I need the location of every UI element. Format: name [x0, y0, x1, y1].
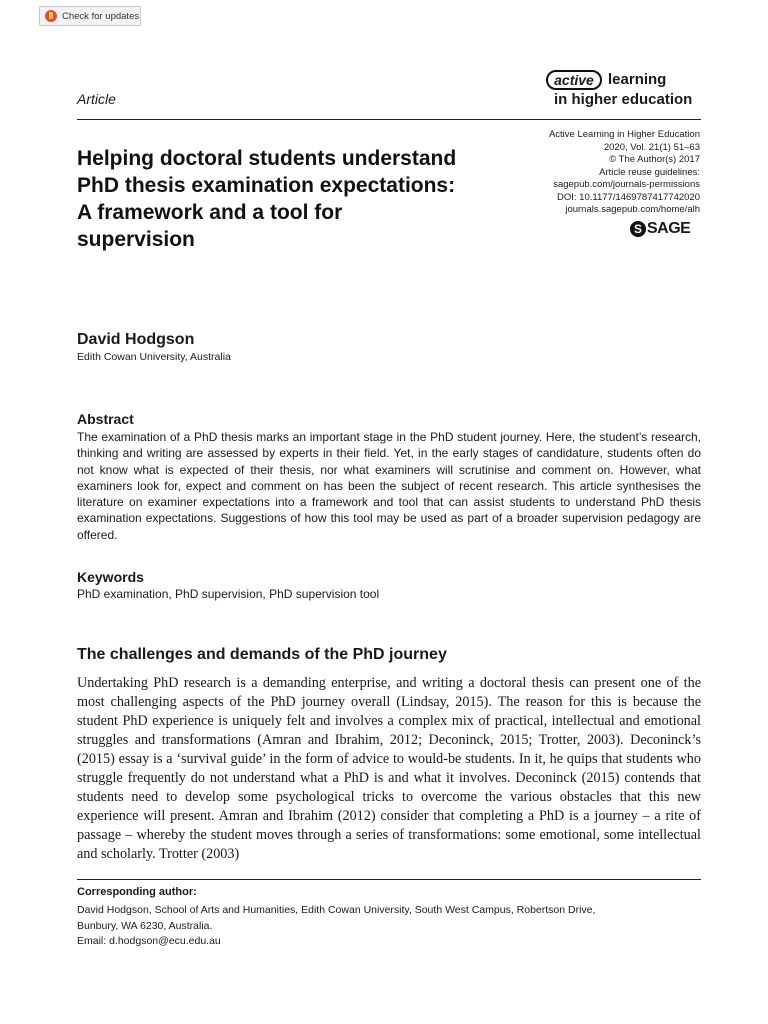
- keywords-heading: Keywords: [77, 569, 144, 585]
- article-meta: [480, 129, 700, 217]
- sage-logo: [630, 219, 690, 239]
- logo-active-word: active: [546, 70, 602, 90]
- section-heading: The challenges and demands of the PhD journey: [77, 646, 447, 663]
- footnote-rule: [77, 879, 701, 880]
- section-body: Undertaking PhD research is a demanding enterprise, and writing a doctoral thesis can present one of the most challenging aspects of the PhD journey overall (Lindsay, 2015). The reason for this is because the student PhD experience is uniquely felt and involves a complex mix of practical, intellectual and emotional struggles and transformations (Amran and Ibrahim, 2012; Deconinck, 2015; Trotter, 2003). Deconinck’s (2015) essay is a ‘survival guide’ in the form of advice to would-be students. In it, he quips that students who struggle frequently do not understand what a PhD is and what it involves. Deconinck (2015) contends that students need to develop some psychological tricks to overcome the various obstacles that this new experience will present. Amran and Ibrahim (2012) consider that completing a PhD is a journey – a rite of passage – whereby the student moves through a series of transformations: some emotional, some intellectual and scholarly. Trotter (2003): [77, 675, 701, 862]
- corresponding-author-details: [77, 903, 701, 950]
- copyright: © The Author(s) 2017: [609, 154, 700, 165]
- check-for-updates-button[interactable]: [39, 6, 141, 26]
- logo-subtitle: in higher education: [554, 91, 693, 108]
- doi-link[interactable]: DOI: 10.1177/1469787417742020: [557, 191, 700, 203]
- corresponding-author-heading: Corresponding author:: [77, 886, 197, 898]
- sage-s-icon: S: [630, 221, 646, 237]
- abstract-heading: Abstract: [77, 411, 134, 427]
- header-rule: [77, 119, 701, 120]
- article-type-label: Article: [77, 91, 116, 107]
- author-affiliation: Edith Cowan University, Australia: [77, 351, 231, 363]
- logo-learning-word: learning: [608, 71, 667, 88]
- crossmark-icon: [45, 10, 57, 22]
- sage-wordmark: SAGE: [647, 220, 691, 237]
- article-title: Helping doctoral students understand PhD thesis examination expectations: A framework and a tool for supervision: [77, 147, 457, 251]
- author-name: David Hodgson: [77, 331, 195, 348]
- journal-name: Active Learning in Higher Education: [548, 129, 700, 140]
- corresponding-email[interactable]: Email: d.hodgson@ecu.edu.au: [77, 935, 221, 947]
- corresponding-line-1: David Hodgson, School of Arts and Humanities, Edith Cowan University, South West Campus, Robertson Drive,: [77, 904, 596, 916]
- journal-logo: [540, 70, 702, 110]
- abstract-text: The examination of a PhD thesis marks an important stage in the PhD student journey. Here, the student’s research, thinking and writing are assessed by experts in their field. Yet, in the early stages of candidature, students often do not know what is expected of their thesis, nor what examiners will scrutinise and comment on. However, what examiners look for, expect and comment on has been the subject of recent research. This article synthesises the literature on examiner expectations into a framework and tool that can assist students to understand PhD thesis examination expectations. Suggestions of how this tool may be used as part of a broader supervision pedagogy are offered.: [77, 430, 701, 542]
- corresponding-line-2: Bunbury, WA 6230, Australia.: [77, 919, 213, 932]
- check-for-updates-label: Check for updates: [62, 10, 140, 22]
- keywords-text: PhD examination, PhD supervision, PhD supervision tool: [77, 587, 380, 601]
- reuse-link[interactable]: sagepub.com/journals-permissions: [553, 179, 700, 190]
- journal-home-link[interactable]: journals.sagepub.com/home/alh: [565, 204, 700, 215]
- reuse-label: Article reuse guidelines:: [599, 166, 700, 178]
- issue-info: 2020, Vol. 21(1) 51–63: [603, 141, 700, 153]
